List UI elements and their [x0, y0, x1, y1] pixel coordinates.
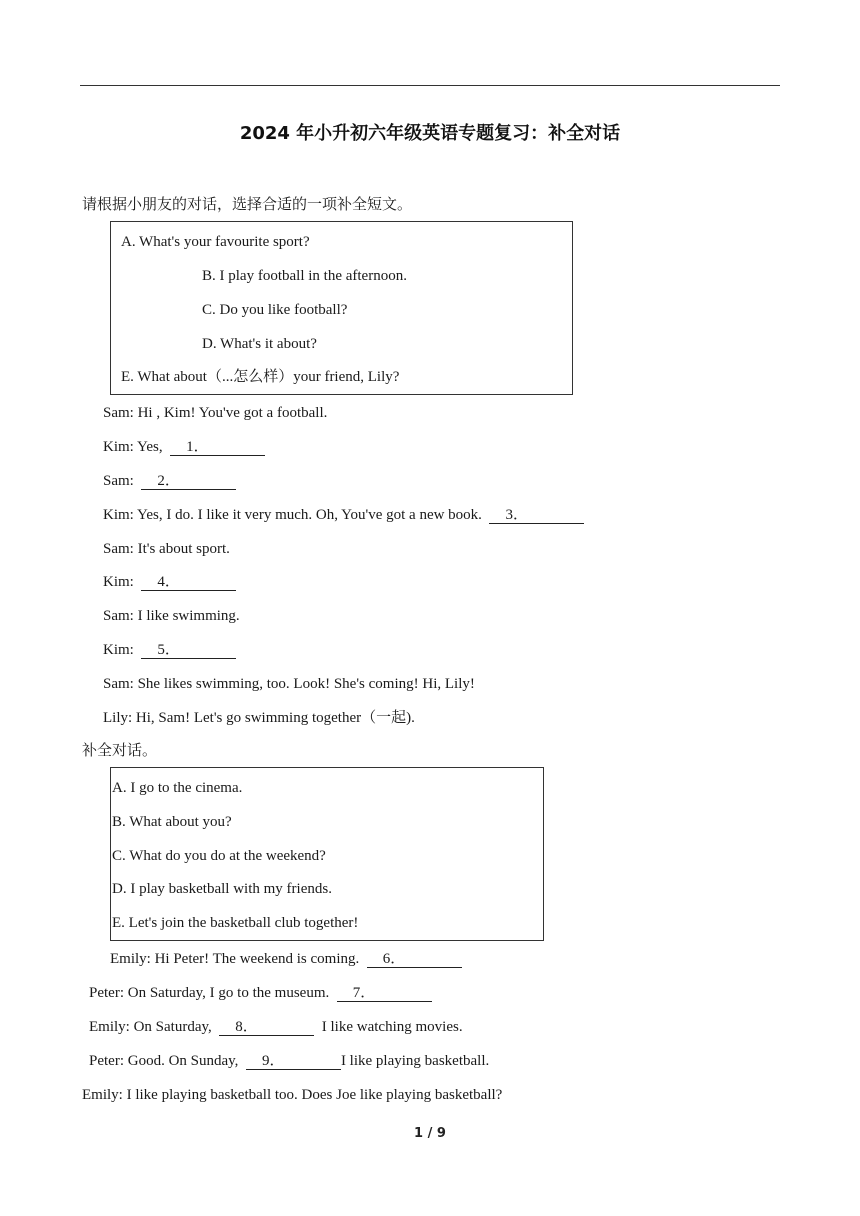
option-e: E. Let's join the basketball club together! — [112, 915, 359, 931]
option-a: A. I go to the cinema. — [112, 780, 243, 796]
option-e: E. What about（...怎么样）your friend, Lily? — [121, 369, 400, 385]
option-c: C. Do you like football? — [202, 302, 348, 318]
dialogue-line: Kim: Yes, 1． — [103, 438, 265, 456]
option-b: B. I play football in the afternoon. — [202, 268, 407, 284]
page-number: 1 / 9 — [414, 1126, 446, 1141]
dialogue-line: Kim: 4． — [103, 573, 236, 591]
answer-blank[interactable]: 3． — [489, 507, 584, 524]
answer-blank[interactable]: 4． — [141, 574, 236, 591]
section2-instruction: 补全对话。 — [82, 743, 158, 759]
option-a: A. What's your favourite sport? — [121, 234, 310, 250]
dialogue-line: Emily: Hi Peter! The weekend is coming. 6． — [110, 950, 462, 968]
option-c: C. What do you do at the weekend? — [112, 848, 326, 864]
dialogue-line: Sam: She likes swimming, too. Look! She's coming! Hi, Lily! — [103, 676, 475, 692]
dialogue-line: Lily: Hi, Sam! Let's go swimming together（一起). — [103, 710, 415, 726]
answer-blank[interactable]: 5． — [141, 642, 236, 659]
section1-instruction: 请根据小朋友的对话，选择合适的一项补全短文。 — [82, 197, 413, 213]
dialogue-line: Sam: I like swimming. — [103, 608, 240, 624]
dialogue-line: Sam: It's about sport. — [103, 541, 230, 557]
header-rule — [80, 85, 780, 86]
answer-blank[interactable]: 8． — [219, 1019, 314, 1036]
dialogue-line: Emily: On Saturday, 8． I like watching movies. — [89, 1019, 463, 1035]
dialogue-line: Sam: Hi , Kim! You've got a football. — [103, 405, 328, 421]
dialogue-line: Peter: Good. On Sunday, 9． I like playing basketball. — [89, 1053, 490, 1069]
dialogue-line: Peter: On Saturday, I go to the museum. 7． — [89, 984, 432, 1002]
option-d: D. What's it about? — [202, 336, 317, 352]
answer-blank[interactable]: 9． — [246, 1053, 341, 1070]
option-d: D. I play basketball with my friends. — [112, 881, 332, 897]
document-title: 2024 年小升初六年级英语专题复习：补全对话 — [239, 123, 621, 144]
dialogue-line: Kim: Yes, I do. I like it very much. Oh, You've got a new book. 3． — [103, 506, 584, 524]
answer-blank[interactable]: 6． — [367, 951, 462, 968]
answer-blank[interactable]: 7． — [337, 985, 432, 1002]
option-b: B. What about you? — [112, 814, 232, 830]
dialogue-line: Sam: 2． — [103, 472, 236, 490]
dialogue-line: Kim: 5． — [103, 641, 236, 659]
answer-blank[interactable]: 2． — [141, 473, 236, 490]
answer-blank[interactable]: 1． — [170, 439, 265, 456]
dialogue-line: Emily: I like playing basketball too. Does Joe like playing basketball? — [82, 1087, 503, 1103]
